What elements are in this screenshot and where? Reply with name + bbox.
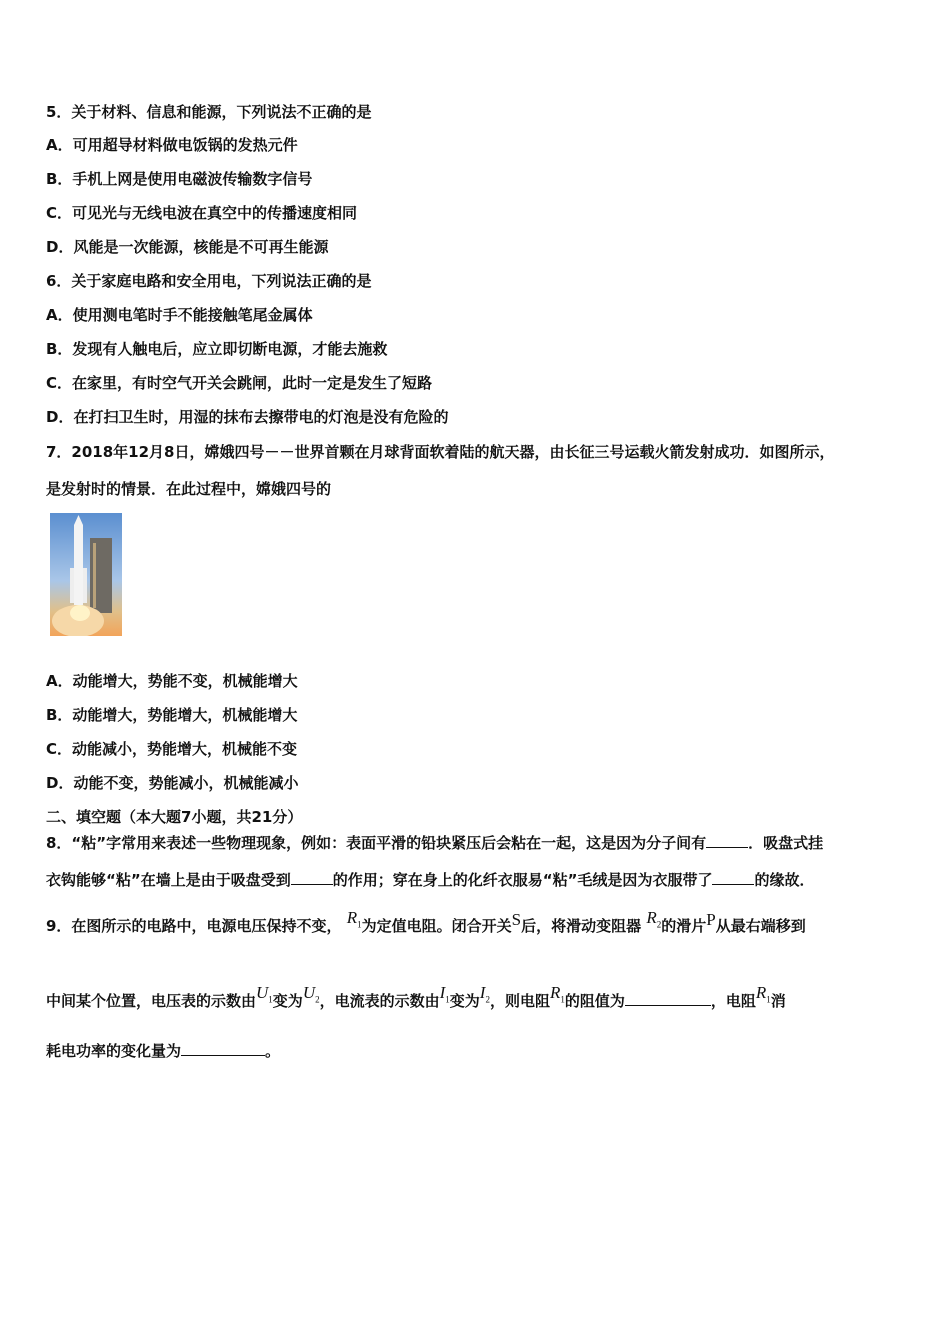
answer-blank (181, 1041, 265, 1056)
rocket-launch-image (50, 513, 122, 636)
answer-blank (706, 833, 748, 848)
q6-option-b: B．发现有人触电后，应立即切断电源，才能去施救 (46, 340, 388, 358)
q5-stem: 5．关于材料、信息和能源，下列说法不正确的是 (46, 103, 372, 121)
q8-line-1 (46, 833, 823, 853)
q9-text: 9．在图所示的电路中，电源电压保持不变， (46, 917, 342, 935)
section-heading: 二、填空题（本大题7小题，共21分） (46, 808, 303, 826)
math-s: S (511, 910, 522, 929)
q6-option-c: C．在家里，有时空气开关会跳闸，此时一定是发生了短路 (46, 374, 433, 392)
q9-text: 的阻值为 (564, 992, 625, 1010)
q7-option-d: D．动能不变，势能减小，机械能减小 (46, 774, 299, 792)
q6-option-d: D．在打扫卫生时，用湿的抹布去擦带电的灯泡是没有危险的 (46, 408, 449, 426)
q6-option-a: A．使用测电笔时手不能接触笔尾金属体 (46, 306, 313, 324)
answer-blank (291, 870, 333, 885)
q9-text: ，电流表的示数由 (319, 992, 440, 1010)
q9-text: 中间某个位置，电压表的示数由 (46, 992, 257, 1010)
q9-text: 的滑片 (661, 917, 707, 935)
math-u2: $U_2$ (302, 983, 320, 1005)
q8-line-2 (46, 870, 814, 890)
math-r1: $R_1$ (549, 983, 565, 1005)
q7-option-b: B．动能增大，势能增大，机械能增大 (46, 706, 298, 724)
q9-text: 后，将滑动变阻器 (521, 917, 642, 935)
q9-text: ，则电阻 (489, 992, 550, 1010)
q5-option-a: A．可用超导材料做电饭锅的发热元件 (46, 136, 298, 154)
q5-option-b: B．手机上网是使用电磁波传输数字信号 (46, 170, 313, 188)
q7-stem-2: 是发射时的情景．在此过程中，嫦娥四号的 (46, 480, 332, 498)
q9-text: 耗电功率的变化量为 (46, 1042, 182, 1060)
q9-text: 从最右端移到 (715, 917, 806, 935)
q9-text: 变为 (449, 992, 480, 1010)
q5-option-d: D．风能是一次能源，核能是不可再生能源 (46, 238, 329, 256)
math-i2: $I_2$ (479, 983, 490, 1005)
math-u1: $U_1$ (256, 983, 273, 1005)
math-r2: $R_2$ (646, 908, 662, 930)
q9-line-2 (46, 983, 786, 1017)
q8-text: 的缘故． (754, 871, 815, 889)
math-r1: $R_1$ (755, 983, 771, 1005)
q9-line-3 (46, 1041, 280, 1061)
answer-blank (712, 870, 754, 885)
q7-option-a: A．动能增大，势能不变，机械能增大 (46, 672, 298, 690)
q9-text: 变为 (272, 992, 303, 1010)
answer-blank (625, 991, 711, 1006)
q9-line-1 (46, 908, 806, 942)
q8-text: 衣钩能够“粘”在墙上是由于吸盘受到 (46, 871, 291, 889)
q5-option-c: C．可见光与无线电波在真空中的传播速度相同 (46, 204, 358, 222)
q8-text: 的作用；穿在身上的化纤衣服易“粘”毛绒是因为衣服带了 (332, 871, 713, 889)
q8-text: ．吸盘式挂 (748, 834, 824, 852)
q7-stem-1: 7．2018年12月8日，嫦娥四号－－世界首颗在月球背面软着陆的航天器，由长征三号运载火箭发射成功．如图所示， (46, 443, 835, 461)
math-i1: $I_1$ (439, 983, 450, 1005)
math-p: P (706, 910, 716, 929)
math-r1: $R_1$ (346, 908, 362, 930)
q6-stem: 6．关于家庭电路和安全用电，下列说法正确的是 (46, 272, 372, 290)
q7-option-c: C．动能减小，势能增大，机械能不变 (46, 740, 298, 758)
q9-text: ，电阻 (710, 992, 756, 1010)
q9-text: 消 (770, 992, 786, 1010)
q8-text: 8．“粘”字常用来表述一些物理现象，例如：表面平滑的铅块紧压后会粘在一起，这是因为分子间有 (46, 834, 707, 852)
q9-text: 为定值电阻。闭合开关 (361, 917, 512, 935)
q9-text: 。 (265, 1042, 281, 1060)
